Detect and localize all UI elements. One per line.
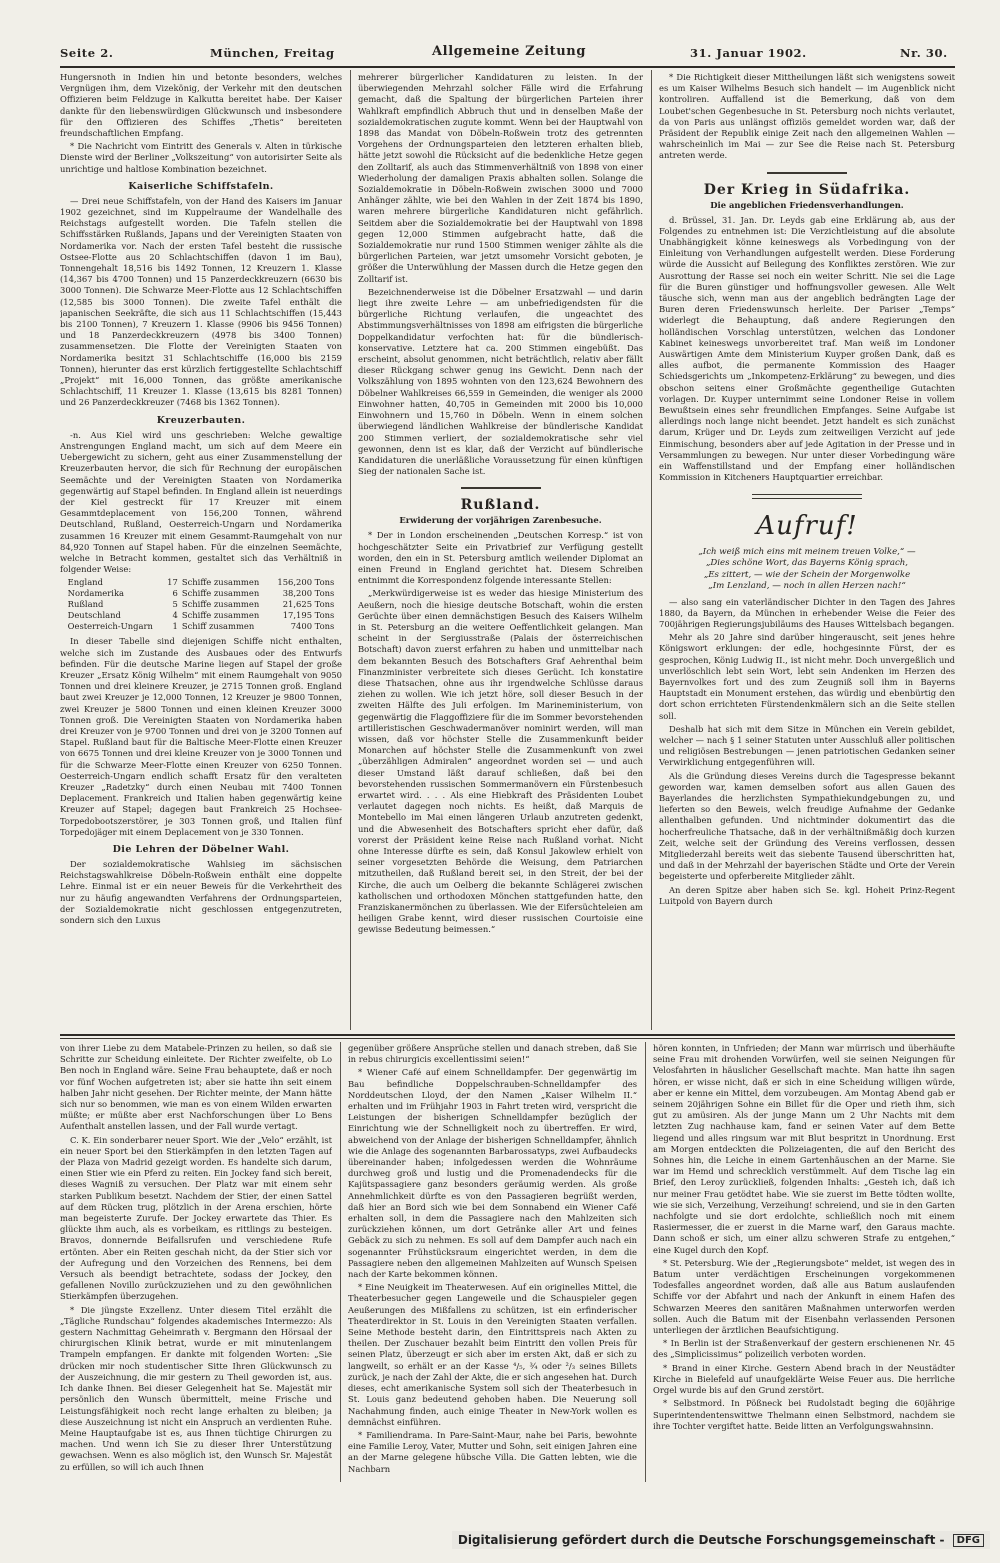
article-text: * Familiendrama. In Pare-Saint-Maur, nahe bei Paris, bewohnte eine Familie Leroy, Vater, Mutter und Sohn, seit einigen Jahren eine an der Marne gelegene hübsche Villa. Die Gatten lebten, wie die Nachbarn <box>348 1429 637 1474</box>
article-text: — also sang ein vaterländischer Dichter in den Tagen des Jahres 1880, da Bayern, da München in erhebender Weise die Feier des 700jährigen Regierungsjubiläums des Hauses Wittelsbach begangen. <box>659 596 955 629</box>
table-cell: Oesterreich-Ungarn <box>67 621 153 632</box>
poem-line: „Ich weiß mich eins mit meinem treuen Volke,“ — <box>698 546 916 557</box>
table-cell: Deutschland <box>67 610 121 621</box>
ships-table <box>66 577 337 632</box>
article-text: * Die Richtigkeit dieser Mittheilungen läßt sich wenigstens soweit es um Kaiser Wilhelms Besuch sich handelt — im Augenblick nicht kontroliren. Auffallend ist die Bemerkung, daß von dem Loubet'schen Gegenbesuche in St. Petersburg noch nichts verlautet, da von Paris aus unlängst offiziös gemeldet worden war, daß der Präsident der Republik einige Zeit nach den allgemeinen Wahlen — wahrscheinlich im Mai — zur See die Reise nach St. Petersburg antreten werde. <box>659 72 955 161</box>
table-cell: 5 <box>172 599 178 610</box>
table-cell: 38,200 Tons <box>282 588 335 599</box>
table-cell: Schiff zusammen <box>181 621 255 632</box>
table-cell: Schiffe zusammen <box>181 599 260 610</box>
article-text: Deshalb hat sich mit dem Sitze in München ein Verein gebildet, welcher — nach § 1 seiner Statuten unter Ausschluß aller politischen und religiösen Bestrebungen — jenen patriotischen Gedanken seiner Verwirklichung entgegenführen will. <box>659 723 955 768</box>
table-cell: 17,195 Tons <box>282 610 335 621</box>
table-cell: 1 <box>172 621 178 632</box>
article-text: * Die jüngste Exzellenz. Unter diesem Titel erzählt die „Tägliche Rundschau“ folgendes akademisches Intermezzo: Als gestern Nachmittag Geheimrath v. Bergmann den Hörsaal der chirurgischen Klinik betrat, wurde er mit minutenlangem Trampeln empfangen. Er dankte mit folgenden Worten: „Sie drücken mir noch studentischer Sitte Ihren Glückwunsch zu der Auszeichnung, die mir gestern zu Theil geworden ist, aus. Ich danke Ihnen. Bei dieser Gelegenheit hat Se. Majestät mir persönlich den Wunsch übermittelt, meine Frische und Leistungsfähigkeit noch recht lange erhalten zu bleiben; ja diese Auszeichnung ist nicht ein Anspruch an verdienten Ruhe. Meine Hauptaufgabe ist es, aus Ihnen tüchtige Chirurgen zu machen. Und wenn ich Sie zu dieser Ihrer Unterstützung gewachsen. Wenn es also möglich ist, den Wunsch Sr. Majestät zu erfüllen, so will ich auch Ihnen <box>60 1304 332 1472</box>
article-text: * Eine Neuigkeit im Theaterwesen. Auf ein originelles Mittel, die Theaterbesucher gegen Langeweile und die Schauspieler gegen Aeußerungen des Mißfallens zu schützen, ist ein erfinderischer Theaterdirektor in St. Louis in den Vereinigten Staaten verfallen. Seine Methode besteht darin, den Eintrittspreis nach Akten zu theilen. Der Zuschauer bezahlt beim Eintritt den vollen Preis für seinen Platz, überzeugt er sich aber im ersten Akt, daß er sich zu langweilt, so erhält er an der Kasse ⁴/₅, ¾ oder ²/₃ seines Billets zurück, je nach der Zahl der Akte, die er sich angesehen hat. Durch dieses, echt amerikanische System soll sich der Theaterbesuch in St. Louis ganz bedeutend gehoben haben. Die Neuerung soll Nachahmung finden, auch einige Theater in New-York wollen es demnächst einführen. <box>348 1282 637 1427</box>
lower-column-3 <box>653 1043 955 1483</box>
subheadline-krieg: Die angeblichen Friedensverhandlungen. <box>710 199 904 210</box>
article-text: d. Brüssel, 31. Jan. Dr. Leyds gab eine Erklärung ab, aus der Folgendes zu entnehmen ist: Die Verzichtleistung auf die absolute Unabhängigkeit könne keineswegs als Vorbedingung von der Einleitung von Verhandlungen aufgestellt werden. Diese Forderung würde die Aussicht auf Beilegung des Konfliktes zerstören. Wie zur Ausrottung der Rasse sei noch ein weiter Schritt. Nie sei die Lage für die Buren günstiger und hoffnungsvoller gewesen. Alle Welt täusche sich, wenn man aus der angeblich bedrängten Lage der Buren deren Friedenswunsch herleite. Der Pariser „Temps“ widerlegt die Behauptung, daß andere Regierungen den holländischen Vorschlag unterstützen, welchen das Londoner Kabinet keineswegs unvorbereitet traf. Man weiß im Londoner Auswärtigen Amte dem Ministerium Kuyper großen Dank, daß es alles aufbot, die permanente Kommission des Haager Schiedsgerichts um „Inkompetenz-Erklärung“ zu bewegen, und dies obschon seitens einer Großmächte gegentheilige Gutachten vorlagen. Dr. Kuyper unternimmt seine Londoner Reise in vollem Bewußtsein eines sehr freundlichen Empfanges. Seine Aufgabe ist allerdings noch lange nicht beendet. Jetzt handelt es sich zunächst darum, Krüger und Dr. Leyds zum zeitweiligen Verzicht auf jede Einmischung, besonders aber auf jede Agitation in der Presse und in Versammlungen zu bewegen. Nur unter dieser Vorbedingung wäre ein Waffenstillstand und der Empfang einer holländischen Kommission in Kitcheners Hauptquartier erreichbar. <box>659 214 955 483</box>
table-row <box>66 599 337 610</box>
lower-column-1 <box>60 1043 332 1483</box>
table-row <box>66 577 337 588</box>
section-divider <box>767 172 847 174</box>
table-cell: Nordamerika <box>67 588 125 599</box>
article-text: von ihrer Liebe zu dem Matabele-Prinzen zu heilen, so daß sie Schritte zur Scheidung einleitete. Der Richter zweifelte, ob Lo Ben noch in England wäre. Seine Frau behauptete, daß er noch vor fünf Wochen aufgetreten ist; aber sie hatte ihn seit einem halben Jahr nicht gesehen. Der Richter meinte, der Mann hätte sich nur so benommen, wie man es von einem Wilden erwarten müßte; er müßte aber erst Nachforschungen über Lo Bens Aufenthalt anstellen lassen, und der Fall wurde vertagt. <box>60 1043 332 1132</box>
article-text: * Die Nachricht vom Eintritt des Generals v. Alten in türkische Dienste wird der Berliner „Volkszeitung“ von autorisirter Seite als unrichtige und haltlose Kombination bezeichnet. <box>60 141 342 174</box>
poem-line: „Es zittert, — wie der Schein der Morgenwolke <box>703 569 911 580</box>
headline-russland: Rußland. <box>460 497 541 514</box>
issue-date: 31. Januar 1902. <box>690 46 807 60</box>
lower-column-2 <box>348 1043 637 1483</box>
upper-column-2 <box>358 72 643 1030</box>
article-text: Als die Gründung dieses Vereins durch die Tagespresse bekannt geworden war, kamen demselben sofort aus allen Gauen des Bayerlandes die herzlichsten Sympathiekundgebungen zu, und lieferten so den Beweis, welch freudige Aufnahme der Gedanke allenthalben gefunden. Und nichtminder dokumentirt das die hocherfreuliche Thatsache, daß in der verhältnißmäßig doch kurzen Zeit, welche seit der Gründung des Vereins verflossen, dessen Mitgliederzahl bereits weit das siebente Tausend überschritten hat, und daß in der Mehrzahl der bayerischen Städte und Orte der Verein begeisterte und opferbereite Mitglieder zählt. <box>659 770 955 882</box>
article-text: -n. Aus Kiel wird uns geschrieben: Welche gewaltige Anstrengungen England macht, um sich auf dem Meere ein Uebergewicht zu sichern, geht aus einer Zusammenstellung der Kreuzerbauten hervor, die sich für Rechnung der europäischen Seemächte und der Vereinigten Staaten von Nordamerika gegenwärtig auf Stapel befinden. In England allein ist neuerdings der Kiel gestreckt für 17 Kreuzer mit einem Gesammtdeplacement von 156,200 Tonnen, während Deutschland, Rußland, Oesterreich-Ungarn und Nordamerika zusammen 16 Kreuzer mit einem Gesammt-Raumgehalt von nur 84,920 Tonnen auf Stapel haben. Für die einzelnen Seemächte, welche in Betracht kommen, gestaltet sich das Verhältniß in folgender Weise: <box>60 429 342 575</box>
article-text: Hungersnoth in Indien hin und betonte besonders, welches Vergnügen ihm, dem Vizekönig, der Verkehr mit den deutschen Offizieren beim Feldzuge in Kalkutta bereitet habe. Der Kaiser dankte für den liebenswürdigen Glückwunsch und insbesondere für den Offizieren des Schiffes „Thetis“ bereiteten freundschaftlichen Empfang. <box>60 72 342 139</box>
credit-text: Digitalisierung gefördert durch die Deutsche Forschungsgemeinschaft - <box>457 1533 945 1547</box>
table-row <box>66 621 337 632</box>
article-text: C. K. Ein sonderbarer neuer Sport. Wie der „Velo“ erzählt, ist ein neuer Sport bei den Stierkämpfen in den letzten Tagen auf der Plaza von Madrid gezeigt worden. Es handelte sich darum, einen Stier wie ein Pferd zu reiten. Ein Jockey fand sich bereit, dieses Wagniß zu versuchen. Der Platz war mit einem sehr starken Publikum besetzt. Nachdem der Stier, der einen Sattel auf dem Rücken trug, plötzlich in der Arena erschien, hörte man begeisterte Zurufe. Der Jockey erwartete das Thier. Es glückte ihm auch, als es vorbeikam, es rittlings zu besteigen. Bravos, donnernde Beifallsrufen und verschiedene Rufe ertönten. Aber ein Reiten geschah nicht, da der Stier sich vor der Aufregung und den Vorzeichen des Rennens, bei dem Versuch als beendigt betrachtete, sodass der Jockey, den gefallenen Novillo zurückzuziehen und zu den gewöhnlichen Stierkämpfen überzugehen. <box>60 1134 332 1302</box>
headline-doebeln: Die Lehren der Döbelner Wahl. <box>112 843 290 855</box>
city-day: München, Freitag <box>210 46 335 60</box>
article-text: An deren Spitze aber haben sich Se. kgl. Hoheit Prinz-Regent Luitpold von Bayern durch <box>659 884 955 906</box>
upper-column-3 <box>659 72 955 1030</box>
column-rule <box>340 1042 341 1482</box>
table-cell: 6 <box>172 588 178 599</box>
article-text: * Der in London erscheinenden „Deutschen Korresp.“ ist von hochgeschätzter Seite ein Privatbrief zur Verfügung gestellt worden, den ein in St. Petersburg amtlich weilender Diplomat an einen Freund in England gerichtet hat. Diesem Schreiben entnimmt die Korrespondenz folgende interessante Stellen: <box>358 530 643 586</box>
table-cell: 17 <box>167 577 178 588</box>
article-text: * St. Petersburg. Wie der „Regierungsbote“ meldet, ist wegen des in Batum unter verdächtigen Erscheinungen vorgekommenen Todesfalles angeordnet worden, daß alle aus Batum auslaufenden Schiffe vor der Abfahrt und nach der Ankunft in einem Hafen des Schwarzen Meeres den sanitären Maßnahmen unterworfen werden sollen. Auch die Batum mit der Eisenbahn verlassenden Personen unterliegen der ärztlichen Beaufsichtigung. <box>653 1257 955 1336</box>
table-cell: 7400 Tons <box>290 621 335 632</box>
article-text: Bezeichnenderweise ist die Döbelner Ersatzwahl — und darin liegt ihre zweite Lehre — am unbefriedigendsten für die bürgerliche Richtung verlaufen, die ungeachtet des Abstimmungsverhältnisses von 1898 am eifrigsten die bürgerliche Doppelkandidatur verfochten hat: für die bündlerisch-konservative. Letztere hat ca. 200 Stimmen eingebüßt. Das erscheint, absolut genommen, nicht beträchtlich, relativ aber fällt dieser Rückgang schwer genug ins Gewicht. Denn nach der Volkszählung von 1895 wohnten von den 123,624 Bewohnern des Döbelner Wahlkreises 66,559 in Gemeinden, die weniger als 2000 Einwohner hatten, 40,705 in Gemeinden mit 2000 bis 10,000 Einwohnern und 15,760 in Döbeln. Wenn in einem solchen überwiegend ländlichen Wahlkreise der bündlerische Kandidat 200 Stimmen verliert, der sozialdemokratische sehr viel gewonnen, denn ist es klar, daß der Verzicht auf bündlerische Kandidaturen die unerläßliche Voraussetzung für einen künftigen Sieg der nationalen Sache ist. <box>358 286 643 477</box>
headline-krieg: Der Krieg in Südafrika. <box>703 181 911 198</box>
poem-line: „Im Lenzland, — noch in allen Herzen nach!“ <box>708 581 906 591</box>
article-text: — Drei neue Schiffstafeln, von der Hand des Kaisers im Januar 1902 gezeichnet, sind im Kuppelraume der Wandelhalle des Reichstags aufgestellt worden. Die Tafeln stellen die Schiffsstärken Rußlands, Japans und der Vereinigten Staaten von Nordamerika vor. Nach der ersten Tafel besteht die russische Ostsee-Flotte aus 20 Schlachtschiffen (davon 1 im Bau), Tonnengehalt 18,516 bis 1492 Tonnen, 12 Kreuzern 1. Klasse (14,367 bis 4700 Tonnen) und 15 Panzerdeckkreuzern (6630 bis 3000 Tonnen). Die Schwarze Meer-Flotte aus 12 Schlachtschiffen (12,585 bis 3000 Tonnen). Die zweite Tafel enthält die japanischen Seekräfte, die sich aus 11 Schlachtschiffen (15,443 bis 2100 Tonnen), 7 Kreuzern 1. Klasse (9906 bis 9456 Tonnen) und 18 Panzerdeckkreuzern (4978 bis 3400 Tonnen) zusammensetzen. Die Flotte der Vereinigten Staaten von Nordamerika besitzt 31 Schlachtschiffe (16,000 bis 2159 Tonnen), hierunter das erst kürzlich fertiggestellte Schlachtschiff „Projekt“ mit 16,000 Tonnen, das größte amerikanische Schlachtschiff, 11 Kreuzer 1. Klasse (13,615 bis 8281 Tonnen) und 26 Panzerdeckkreuzer (7468 bis 1362 Tonnen). <box>60 195 342 408</box>
dfg-logo: DFG <box>953 1534 984 1547</box>
article-text: * Brand in einer Kirche. Gestern Abend brach in der Neustädter Kirche in Bielefeld auf unaufgeklärte Weise Feuer aus. Die herrliche Orgel wurde bis auf den Grund zerstört. <box>653 1362 955 1396</box>
headline-kreuzerbauten: Kreuzerbauten. <box>156 414 246 426</box>
table-cell: Rußland <box>67 599 104 610</box>
article-text: * In Berlin ist der Straßenverkauf der gestern erschienenen Nr. 45 des „Simplicissimus“ polizeilich verboten worden. <box>653 1338 955 1360</box>
article-text: „Merkwürdigerweise ist es weder das hiesige Ministerium des Aeußern, noch die hiesige deutsche Botschaft, wohin die ersten Gerüchte über einen demnächstigen Besuch des Kaisers Wilhelm in St. Petersburg an die weitere Oeffentlichkeit gelangen. Man scheint in der Sergiusstraße (Palais der österreichischen Botschaft) davon zuerst erfahren zu haben und unmittelbar nach dem bekannten Besuch des Botschafters Graf Aehrenthal beim Finanzminister verbreitete sich dieses Gerücht. Ich konstatire diese Thatsachen, ohne aus ihr irgendwelche Schlüsse daraus ziehen zu wollen. Wie ich jetzt höre, soll dieser Besuch in der zweiten Hälfte des Juli erfolgen. Im Marineministerium, von gegenwärtig die Flaggoffiziere für die im Sommer bevorstehenden artilleristischen Geschwadermanöver nominirt werden, will man wissen, daß vor höchster Stelle die Zusammenkunft beider Monarchen auf höchster Stelle die Zusammenkunft von zwei „überzähligen Admiralen“ angeordnet worden sei — und auch dieser Umstand läßt darauf schließen, daß bei den bevorstehenden russischen Sommermanövern ein Fürstenbesuch erwartet wird. . . . Als eine Hiebkraft des Präsidenten Loubet verlautet dagegen noch nichts. Es heißt, daß Marquis de Montebello im Mai einen längeren Urlaub anzutreten gedenkt, und die Abwesenheit des Botschafters spricht eher dafür, daß vorerst der Präsident keine Reise nach Rußland vorhat. Nicht ohne Interesse dürfte es sein, daß Konsul Jakowlew erhielt von seiner vorgesetzten Behörde die Weisung, dem Patriarchen mitzutheilen, daß Rußland bereit sei, in den Streit, der bei der Kirche, die auch um Oelberg die bekannte Schlägerei zwischen katholischen und orthodoxen Mönchen stattgefunden hatte, den Franziskanermönchen zu überlassen. Wie der Eifersüchteleien am heiligen Grabe kennt, wird dieser russischen Courtoisie eine gewisse Bedeutung beimessen.“ <box>358 588 643 935</box>
page-number: Seite 2. <box>60 46 114 60</box>
feuilleton-rule <box>60 1034 955 1036</box>
table-row <box>66 610 337 621</box>
table-cell: 156,200 Tons <box>277 577 335 588</box>
table-cell: 21,625 Tons <box>282 599 335 610</box>
column-rule <box>651 70 652 1030</box>
article-text: * Wiener Café auf einem Schnelldampfer. Der gegenwärtig im Bau befindliche Doppelschrauben-Schnelldampfer des Norddeutschen Lloyd, der den Namen „Kaiser Wilhelm II.“ erhalten und im Frühjahr 1903 in Fahrt treten wird, verspricht die Leistungen der bisherigen Schnelldampfer bezüglich der Einrichtung wie der Schnelligkeit noch zu übertreffen. Er wird, abweichend von der Anlage der bisherigen Schnelldampfer, ähnlich wie die Anlage des sogenannten Barbarossatyps, zwei Aufbaudecks übereinander haben; infolgedessen werden die Wohnräume durchweg groß und lustig und die Promenadendecks für die Kajütspassagiere ganz besonders geräumig werden. Als große Annehmlichkeit dürfte es von den Passagieren begrüßt werden, daß hier an Bord sich wie bei dem Sonnabend ein Wiener Café erhalten soll, in dem die Passagiere nach den Mahlzeiten sich zurückziehen können, um dort Getränke aller Art und feines Gebäck zu sich zu nehmen. Es soll auf dem Dampfer auch nach ein sogenannter Frühstücksraum eingerichtet werden, in dem die Passagiere neben den allgemeinen Mahlzeiten auf Wunsch Speisen nach der Karte bekommen können. <box>348 1067 637 1280</box>
issue-number: Nr. 30. <box>900 46 948 60</box>
article-text: Mehr als 20 Jahre sind darüber hingerauscht, seit jenes hehre Königswort erklungen: der edle, hochgesinnte Fürst, der es gesprochen, König Ludwig II., ist nicht mehr. Doch unvergeßlich und unverlöschlich lebt sein Wort, lebt sein Andenken im Herzen des Bayernvolkes fort und des zum Zeugniß soll ihm in Bayerns Hauptstadt ein Monument erstehen, das würdig und ebenbürtig den dort schon errichteten Fürstendenkmälern sich an die Seite stellen soll. <box>659 632 955 721</box>
digitization-credit <box>452 1531 990 1549</box>
table-row <box>66 588 337 599</box>
article-text: In dieser Tabelle sind diejenigen Schiffe nicht enthalten, welche sich im Zustande des Ausbaues oder des Entwurfs befinden. Für die deutsche Marine liegen auf Stapel der große Kreuzer „Ersatz König Wilhelm“ mit einem Raumgehalt von 9050 Tonnen und drei kleinere Kreuzer, je 2715 Tonnen groß. England baut zwei Kreuzer je 12,000 Tonnen, 12 Kreuzer je 9800 Tonnen, zwei Kreuzer je 5800 Tonnen und einen kleinen Kreuzer 3000 Tonnen groß. Die Vereinigten Staaten von Nordamerika haben drei Kreuzer von je 9700 Tonnen und drei von je 3200 Tonnen auf Stapel. Rußland baut für die Baltische Meer-Flotte einen Kreuzer von 6675 Tonnen und drei kleine Kreuzer von je 3000 Tonnen und für die Schwarze Meer-Flotte einen Kreuzer von 6250 Tonnen. Oesterreich-Ungarn endlich schafft Ersatz für den veralteten Kreuzer „Radetzky“ durch einen Neubau mit 7400 Tonnen Deplacement. Frankreich und Italien haben gegenwärtig keine Kreuzer auf Stapel; dagegen baut Frankreich 25 Hochsee-Torpedobootszerstörer, je 303 Tonnen groß, und Italien fünf Torpedojäger mit einem Deplacement von je 330 Tonnen. <box>60 636 342 837</box>
upper-column-1 <box>60 72 342 1030</box>
poem-line: „Dies schöne Wort, das Bayerns König sprach, <box>705 558 909 568</box>
masthead-rule <box>60 66 955 68</box>
subheadline-russland: Erwiderung der vorjährigen Zarenbesuche. <box>399 515 602 526</box>
column-rule <box>645 1042 646 1482</box>
article-text: hören konnten, in Unfrieden; der Mann war mürrisch und überhäufte seine Frau mit drohenden Vorwürfen, weil sie seinen Neigungen für Velosfahrten in häuslicher Gesellschaft machte. Man hatte ihn sagen hören, er wisse nicht, daß er sich in eine Scheidung willigen würde, aber er kenne ein Mittel, dem vorzubeugen. Am Montag Abend gab er seinem 20jährigen Sohne ein Billet für die Oper und rieth ihm, sich gut zu amüsiren. Als der junge Mann um 2 Uhr Nachts mit dem letzten Zug nachhause kam, fand er seinen Vater auf dem Bette liegend und alles ringsum war mit Blut bespritzt in Unordnung. Erst am Morgen entdeckten die Polizeiagenten, die auf den Bericht des Sohnes hin, die Leiche in einem Gartenhäuschen an der Marne. Sie war im Hemd und schrecklich verstümmelt. Auf dem Tische lag ein Brief, den Leroy zurückließ, folgenden Inhalts: „Gesteh ich, daß ich nur meiner Frau getödtet habe. Wie sie zuerst im Bette tödten wollte, wie sie sich, Verzeihung, Verzeihung! schreiend, und sie in den Garten nachfolgte und sie dort erdolchte, schließlich noch mit einem Rasiermesser, die er zuerst in die Marne warf, den Garaus machte. Dann schoß er sich, um einer allzu schweren Strafe zu entgehen,“ eine Kugel durch den Kopf. <box>653 1043 955 1255</box>
headline-schiffstafeln: Kaiserliche Schiffstafeln. <box>128 180 274 192</box>
table-cell: Schiffe zusammen <box>181 577 260 588</box>
section-divider <box>461 487 541 489</box>
table-cell: Schiffe zusammen <box>181 610 260 621</box>
headline-aufruf: Aufruf! <box>756 510 858 541</box>
table-cell: 4 <box>172 610 178 621</box>
article-text: gegenüber größere Ansprüche stellen und danach streben, daß Sie in rebus chirurgicis excellentissimi seien!“ <box>348 1043 637 1065</box>
article-text: Der sozialdemokratische Wahlsieg im sächsischen Reichstagswahlkreise Döbeln-Roßwein enthält eine doppelte Lehre. Einmal ist er ein neuer Beweis für die Verkehrtheit des nur zu häufig angewandten Verfahrens der Ordnungsparteien, der Sozialdemokratie nicht geschlossen entgegenzutreten, sondern sich den Luxus <box>60 858 342 925</box>
article-text: mehrerer bürgerlicher Kandidaturen zu leisten. In der überwiegenden Mehrzahl solcher Fälle wird die Erfahrung gemacht, daß die Spaltung der bürgerlichen Parteien ihrer Wahlkraft empfindlich Abbruch thut und in denselben Maße der sozialdemokratischen zugute kommt. Wenn bei der Hauptwahl von 1898 das Mandat von Döbeln-Roßwein trotz des getrennten Vorgehens der Ordnungsparteien den letzteren erhalten blieb, hätte jetzt sowohl die Rücksicht auf die bedenkliche Hetze gegen den Zolltarif, als auch das Stimmenverhältniß von 1898 von einer Wiederholung der damaligen Praxis abhalten sollen. Solange die Sozialdemokratie in Döbeln-Roßwein zwischen 3000 und 7000 Anhänger zählte, wie bei den Wahlen in der Zeit 1874 bis 1890, waren mehrere bürgerliche Kandidaturen nicht gefährlich. Seitdem aber die Sozialdemokratie bei der Hauptwahl von 1898 gegen 12,000 Stimmen aufgebracht hatte, daß die Sozialdemokratie nur rund 1500 Stimmen weniger zählte als die bürgerlichen Parteien, war jetzt umsomehr Vorsicht geboten, je größer die Unterwühlung der Massen durch die Hetze gegen den Zolltarif ist. <box>358 72 643 284</box>
feuilleton-rule <box>60 1038 955 1039</box>
paper-title: Allgemeine Zeitung <box>432 44 587 59</box>
section-divider <box>752 494 862 499</box>
article-text: * Selbstmord. In Pößneck bei Rudolstadt beging die 60jährige Superintendentenswittwe Thelmann einen Selbstmord, nachdem sie ihre Tochter vergiftet hatte. Beide litten an Verfolgungswahnsinn. <box>653 1398 955 1431</box>
table-cell: England <box>67 577 103 588</box>
column-rule <box>350 70 351 1030</box>
table-cell: Schiffe zusammen <box>181 588 260 599</box>
masthead <box>60 44 955 66</box>
